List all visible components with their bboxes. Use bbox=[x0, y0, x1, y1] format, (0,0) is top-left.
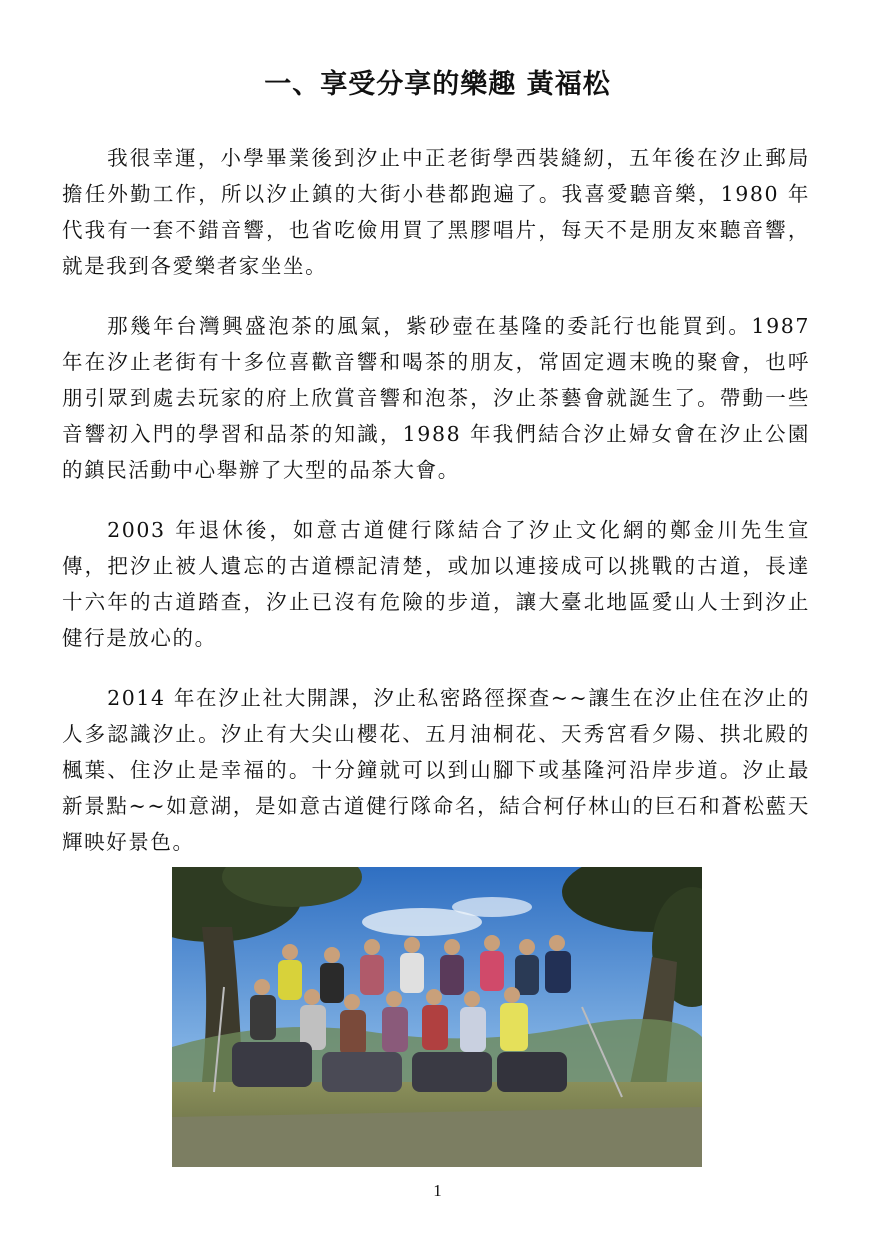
page-title: 一、享受分享的樂趣 黃福松 bbox=[264, 69, 611, 100]
group-photo bbox=[172, 867, 702, 1167]
page-number: 1 bbox=[433, 1181, 442, 1200]
paragraph-3: 2003 年退休後，如意古道健行隊結合了汐止文化網的鄭金川先生宣傳，把汐止被人遺忘的古道標記清楚，或加以連接成可以挑戰的古道，長達十六年的古道踏查，汐止已沒有危險的步道，讓大臺北地區愛山人士到汐止健行是放心的。 bbox=[62, 518, 810, 650]
paragraph-4: 2014 年在汐止社大開課，汐止私密路徑探查~~讓生在汐止住在汐止的人多認識汐止。汐止有大尖山櫻花、五月油桐花、天秀宮看夕陽、拱北殿的楓葉、住汐止是幸福的。十分鐘就可以到山腳下或基隆河沿岸步道。汐止最新景點~~如意湖，是如意古道健行隊命名，結合柯仔林山的巨石和蒼松藍天輝映好景色。 bbox=[62, 686, 810, 854]
paragraph-1: 我很幸運，小學畢業後到汐止中正老街學西裝縫紉，五年後在汐止郵局擔任外勤工作，所以汐止鎮的大街小巷都跑遍了。我喜愛聽音樂，1980 年代我有一套不錯音響，也省吃儉用買了黑膠唱片，每天不是朋友來聽音響，就是我到各愛樂者家坐坐。 bbox=[62, 146, 810, 278]
paragraph-2: 那幾年台灣興盛泡茶的風氣，紫砂壺在基隆的委託行也能買到。1987 年在汐止老街有十多位喜歡音響和喝茶的朋友，常固定週末晚的聚會，也呼朋引眾到處去玩家的府上欣賞音響和泡茶，汐止茶藝會就誕生了。帶動一些音響初入門的學習和品茶的知識，1988 年我們結合汐止婦女會在汐止公園的鎮民活動中心舉辦了大型的品茶大會。 bbox=[62, 314, 810, 482]
article-body bbox=[62, 140, 810, 884]
